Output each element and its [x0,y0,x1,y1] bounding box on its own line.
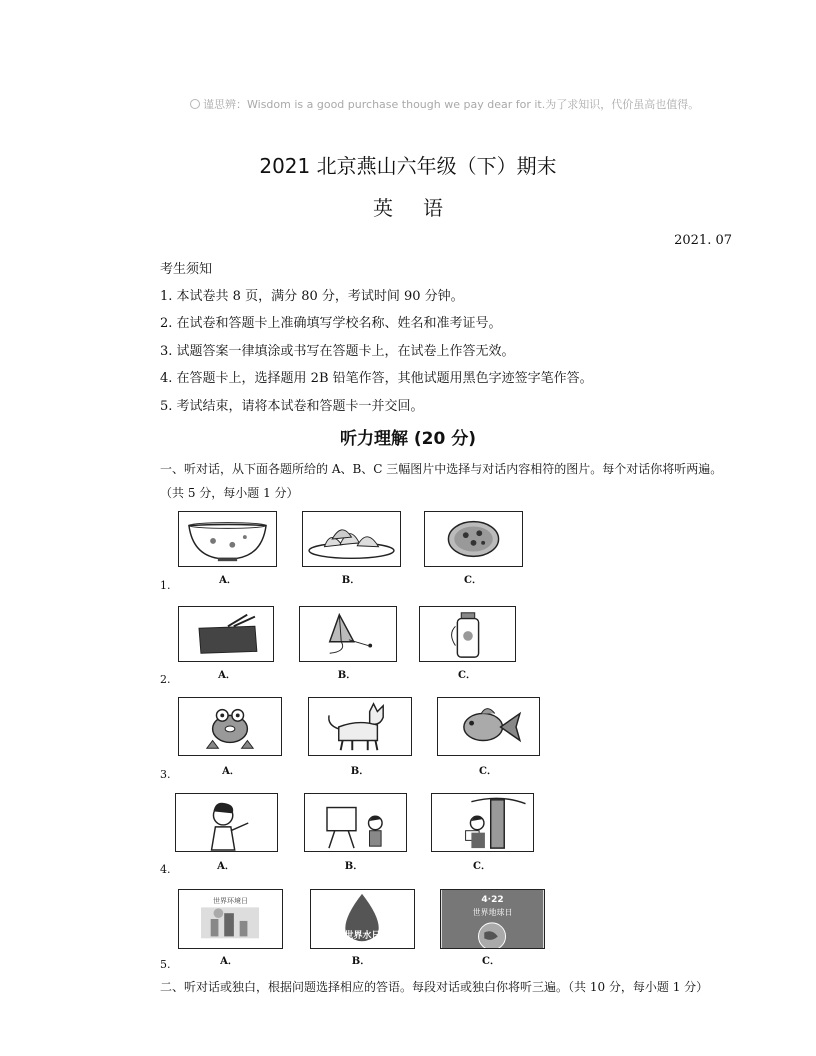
question-number: 2. [160,673,171,686]
option-a-label: A． [217,861,235,872]
page-title: 2021 北京燕山六年级（下）期末 [259,154,557,178]
frog-picture[interactable] [178,697,282,756]
girl-painting-picture[interactable] [304,793,407,852]
part2-instruction: 二、听对话或独白，根据问题选择相应的答语。每段对话或独白你将听三遍。（共 10 分，每小题 1 分） [160,980,709,994]
circle-icon [190,99,200,109]
notice-item: 1. 本试卷共 8 页，满分 80 分，考试时间 90 分钟。 [160,289,464,304]
option-b-label: B． [344,861,364,872]
option-b-label: B． [337,670,357,681]
question-number: 5. [160,958,171,971]
option-b-label: B． [350,766,370,777]
notice-item: 4. 在答题卡上，选择题用 2B 铅笔作答，其他试题用黑色字迹签字笔作答。 [160,371,593,386]
option-a-label: A． [218,670,236,681]
motto-text: 谨思辨：Wisdom is a good purchase though we pay dear for it.为了求知识，代价虽高也值得。 [203,98,700,111]
kite-picture[interactable] [299,606,397,662]
earth-day-poster[interactable] [440,889,545,949]
water-day-poster[interactable] [310,889,415,949]
notice-item: 3. 试题答案一律填涂或书写在答题卡上，在试卷上作答无效。 [160,344,515,359]
section-title: 听力理解 (20 分) [339,429,477,449]
environment-day-poster[interactable] [178,889,283,949]
motto [190,96,710,112]
option-a-label: A． [220,956,238,967]
girl-talking-picture[interactable] [175,793,278,852]
dumplings-picture[interactable] [302,511,401,567]
poster-title: 世界地球日 [472,908,513,917]
exam-date: 2021. 07 [674,233,732,248]
option-a-label: A． [219,575,237,586]
option-c-label: C． [464,575,482,586]
option-a-label: A． [222,766,240,777]
option-b-label: B． [341,575,361,586]
water-bottle-picture[interactable] [419,606,516,662]
option-c-label: C． [482,956,500,967]
question-number: 3. [160,768,171,781]
option-c-label: C． [473,861,491,872]
question-number: 4. [160,863,171,876]
part1-instruction-score: （共 5 分，每小题 1 分） [160,486,299,500]
pizza-picture[interactable] [424,511,523,567]
pencil-case-picture[interactable] [178,606,274,662]
poster-title: 世界水日 [344,931,381,941]
question-number: 1. [160,579,171,592]
notice-item: 2. 在试卷和答题卡上准确填写学校名称、姓名和准考证号。 [160,316,502,331]
cat-picture[interactable] [308,697,412,756]
notice-item: 5. 考试结束，请将本试卷和答题卡一并交回。 [160,399,424,414]
option-c-label: C． [458,670,476,681]
option-b-label: B． [351,956,371,967]
goldfish-picture[interactable] [437,697,540,756]
poster-title: 世界环境日 [213,897,248,905]
subject-title: 英语 [373,196,473,220]
bowl-picture[interactable] [178,511,277,567]
option-c-label: C． [479,766,497,777]
notice-heading: 考生须知 [160,262,213,277]
girl-reading-under-tree-picture[interactable] [431,793,534,852]
poster-date: 4·22 [481,895,504,905]
part1-instruction: 一、听对话，从下面各题所给的 A、B、C 三幅图片中选择与对话内容相符的图片。每个对话你将听两遍。 [160,462,723,476]
